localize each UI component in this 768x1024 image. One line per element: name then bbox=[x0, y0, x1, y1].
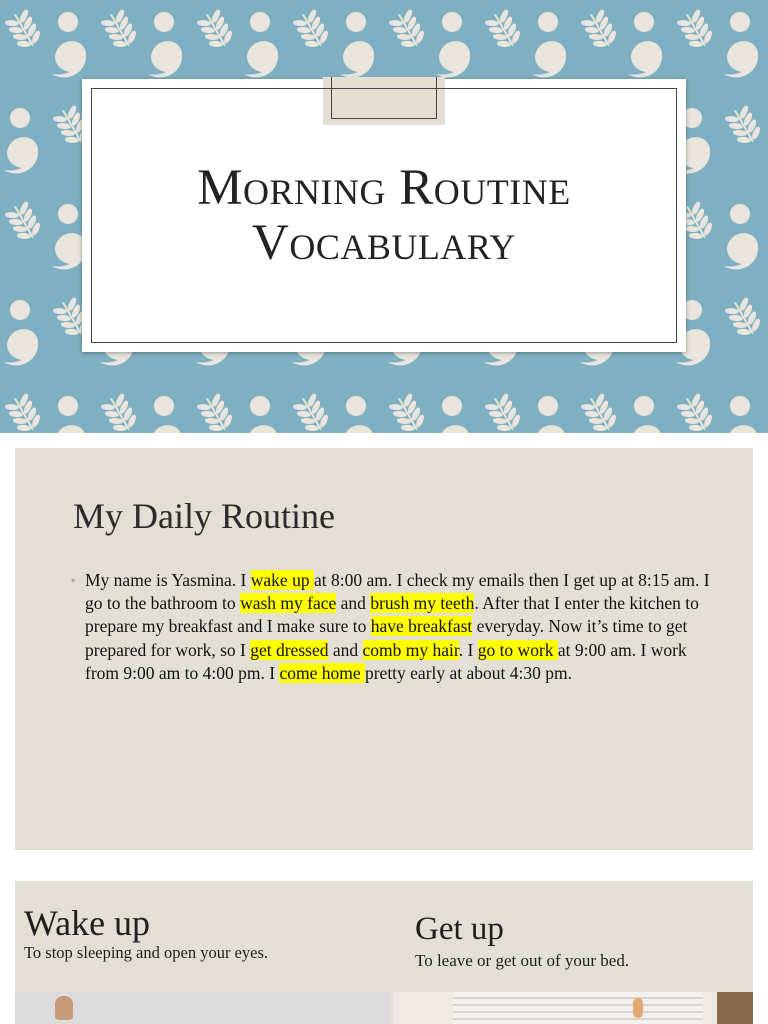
vocab-item-wake-up bbox=[24, 903, 384, 963]
highlighted-phrase: go to work bbox=[477, 639, 558, 660]
paragraph-segment: . After that I enter the kitchen to prepare my breakfast and I make sure to bbox=[85, 593, 699, 637]
highlighted-phrase: have breakfast bbox=[370, 616, 473, 637]
title-slide bbox=[0, 0, 768, 433]
title-line-2: Vocabulary bbox=[252, 214, 516, 271]
vocab-definition: To leave or get out of your bed. bbox=[415, 951, 630, 970]
wake-up-photo bbox=[15, 992, 390, 1024]
highlighted-phrase: brush my teeth bbox=[370, 593, 475, 614]
highlighted-phrase: comb my hair bbox=[362, 639, 459, 660]
highlighted-phrase: come home bbox=[279, 662, 365, 683]
paragraph-text bbox=[85, 570, 710, 683]
paragraph-segment: at 9:00 am. I work from 9:00 am to 4:00 pm. I bbox=[85, 639, 687, 683]
paragraph-segment: and bbox=[328, 639, 363, 660]
vocab-item-get-up bbox=[415, 909, 745, 971]
routine-slide bbox=[15, 448, 753, 850]
get-up-photo bbox=[393, 992, 753, 1024]
vocab-term: Get up bbox=[415, 911, 504, 947]
paragraph-segment: . I bbox=[458, 639, 478, 660]
highlighted-phrase: wash my face bbox=[240, 593, 337, 614]
paragraph-segment: and bbox=[336, 593, 371, 614]
paragraph-segment: everyday. Now it’s time to get prepared for work, so I bbox=[85, 616, 688, 660]
title-card bbox=[82, 79, 686, 352]
bullet-icon: ◦ bbox=[71, 573, 76, 587]
routine-heading: My Daily Routine bbox=[73, 496, 335, 536]
highlighted-phrase: get dressed bbox=[250, 639, 329, 660]
paragraph-segment: My name is Yasmina. I bbox=[85, 570, 251, 590]
paragraph-segment: at 8:00 am. I check my emails then I get up at 8:15 am. I go to the bathroom to bbox=[85, 570, 710, 614]
title-line-1: Morning Routine bbox=[197, 159, 571, 216]
routine-paragraph bbox=[71, 569, 711, 685]
highlighted-phrase: wake up bbox=[250, 570, 314, 590]
vocab-term: Wake up bbox=[24, 903, 151, 943]
slide-title bbox=[197, 161, 571, 271]
paragraph-segment: pretty early at about 4:30 pm. bbox=[364, 662, 572, 683]
vocab-definition: To stop sleeping and open your eyes. bbox=[24, 943, 269, 962]
vocab-slide bbox=[15, 881, 753, 1024]
